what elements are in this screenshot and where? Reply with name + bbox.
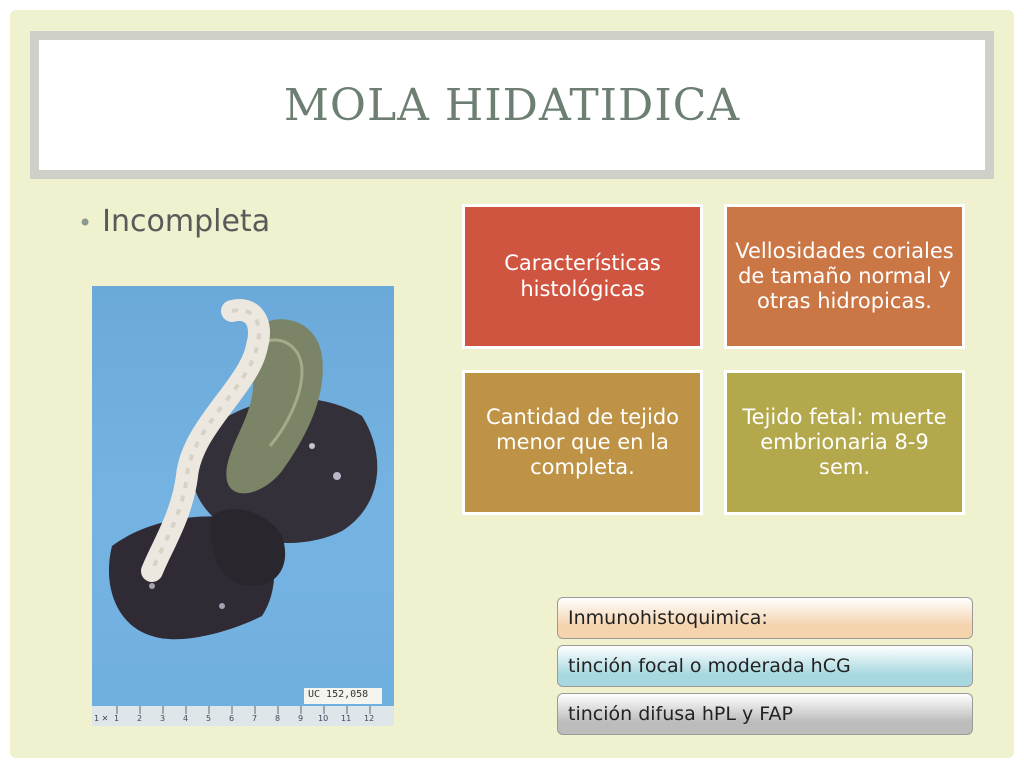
ruler-number: 1 <box>114 714 120 723</box>
ruler-number: 4 <box>183 714 189 723</box>
card-text: Tejido fetal: muerte embrionaria 8-9 sem. <box>742 404 947 480</box>
ruler-number: 3 <box>160 714 166 723</box>
ruler-number: 7 <box>252 714 258 723</box>
list-item-immunohistochemistry <box>557 597 973 639</box>
bullet-dot-icon: • <box>78 208 93 237</box>
list-item-text: Inmunohistoquimica: <box>568 607 768 629</box>
card-fetal-tissue <box>724 370 965 515</box>
card-text: Cantidad de tejido menor que en la completa. <box>485 404 680 480</box>
card-tissue-quantity <box>462 370 703 515</box>
ruler-number: 9 <box>298 714 304 723</box>
card-text: Vellosidades coriales de tamaño normal y otras hidropicas. <box>735 238 954 314</box>
list-item-text: tinción focal o moderada hCG <box>568 655 851 677</box>
title-box <box>39 40 985 170</box>
bullet-text: Incompleta <box>102 204 271 239</box>
ruler-number: 12 <box>364 714 375 723</box>
specimen-illustration <box>92 286 394 726</box>
list-item-hcg <box>557 645 973 687</box>
ruler-number: 11 <box>341 714 352 723</box>
ruler-number: 6 <box>229 714 235 723</box>
ruler-labels <box>92 714 394 726</box>
ruler-number: 8 <box>275 714 281 723</box>
list-item-hpl-fap <box>557 693 973 735</box>
list-item-text: tinción difusa hPL y FAP <box>568 703 793 725</box>
ruler-number: 2 <box>137 714 143 723</box>
specimen-label: UC 152,058 <box>308 689 369 700</box>
card-text: Características histológicas <box>504 251 661 301</box>
ruler-prefix: 1 ✕ <box>94 714 109 723</box>
specimen-photo <box>92 286 394 726</box>
ruler-number: 5 <box>206 714 212 723</box>
card-histologic-features <box>462 204 703 349</box>
bullet-item <box>78 204 270 239</box>
title-frame <box>30 31 994 179</box>
ruler-number: 10 <box>318 714 329 723</box>
card-villi-description <box>724 204 965 349</box>
slide-title: MOLA HIDATIDICA <box>283 79 741 131</box>
